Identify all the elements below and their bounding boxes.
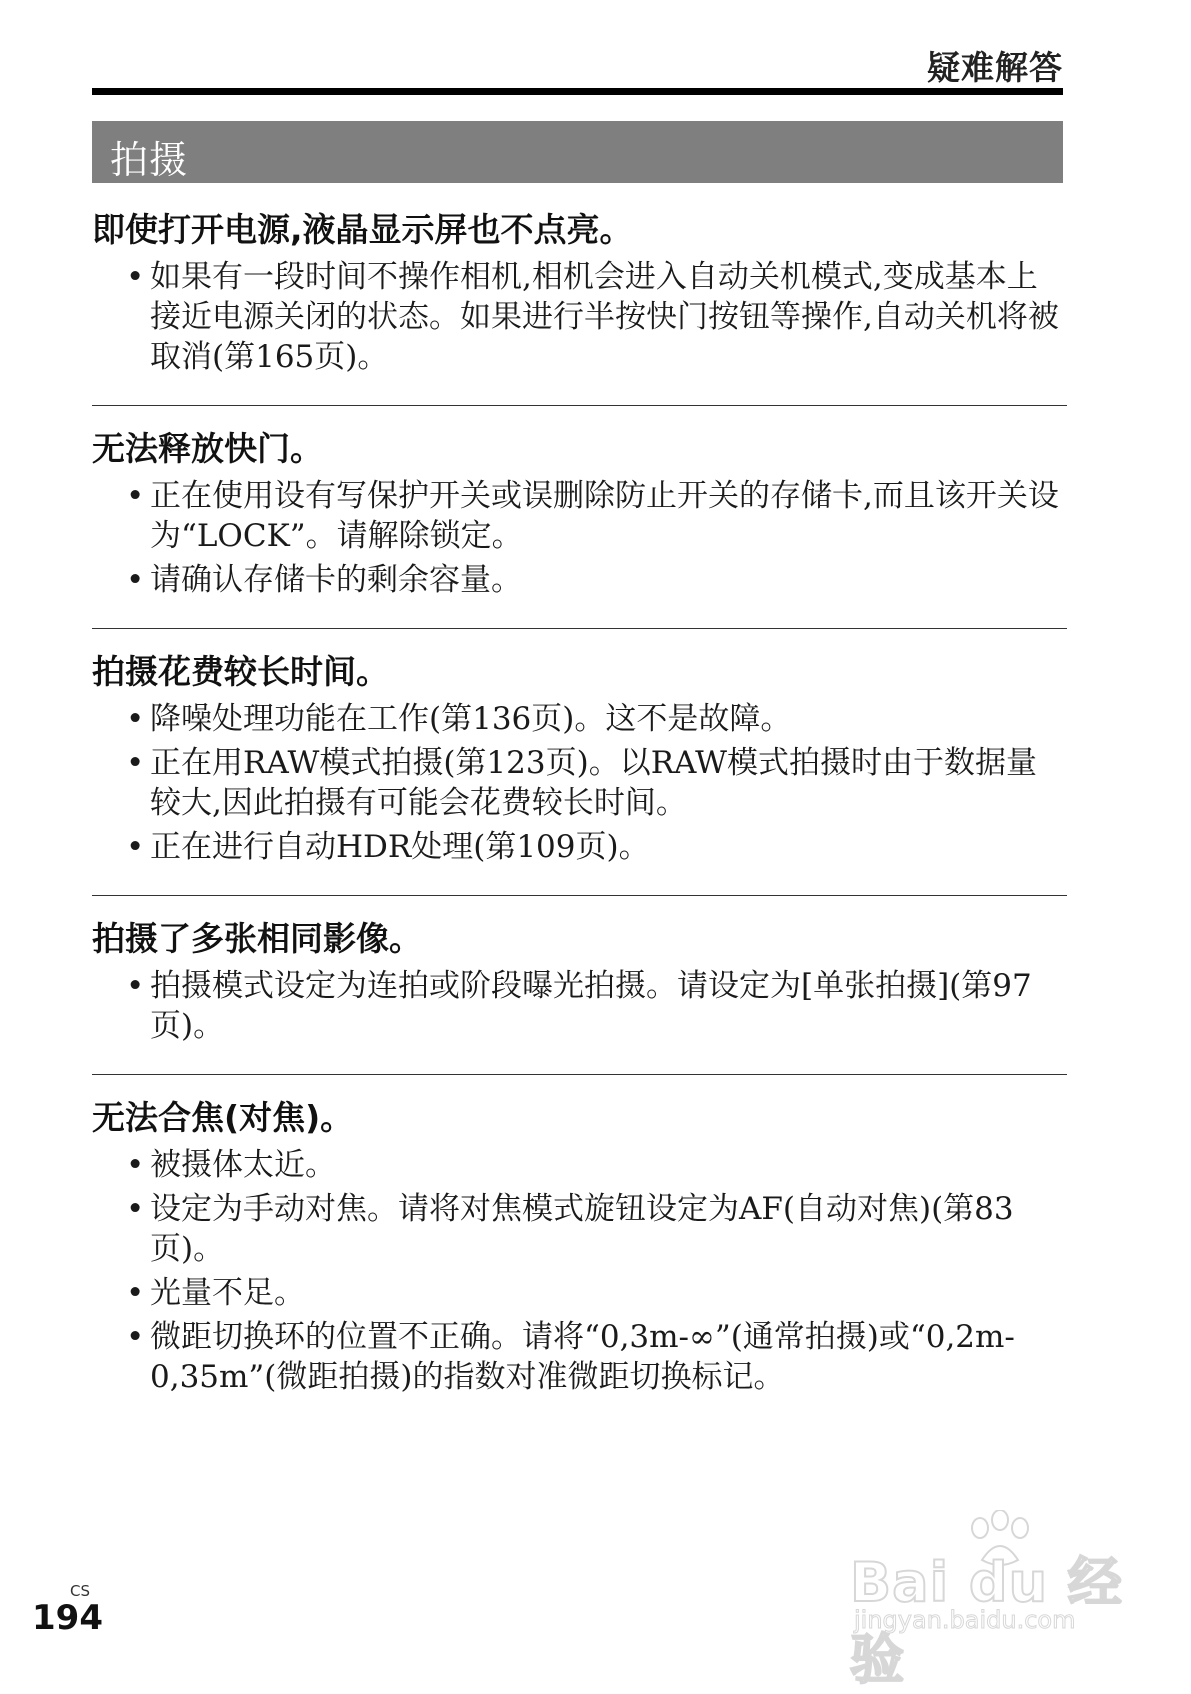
bullet: •: [126, 1191, 145, 1227]
header-rule: [92, 88, 1063, 95]
topic-items: [92, 966, 1067, 1046]
watermark-text: Bai du 经验: [850, 1551, 1123, 1691]
list-item-text: 拍摄模式设定为连拍或阶段曝光拍摄。请设定为[单张拍摄](第97页)。: [150, 968, 1032, 1044]
page-number: 194: [32, 1598, 103, 1638]
bullet: •: [126, 829, 145, 865]
topic-items: [92, 476, 1067, 600]
content: [92, 205, 1067, 1425]
bullet: •: [126, 1319, 145, 1355]
bullet: •: [126, 745, 145, 781]
topic-duplicate: [92, 895, 1067, 1074]
topic-slow: [92, 628, 1067, 895]
list-item: [92, 966, 1067, 1046]
bullet: •: [126, 259, 145, 295]
list-item-text: 正在进行自动HDR处理(第109页)。: [150, 829, 650, 865]
list-item: [92, 743, 1067, 823]
list-item: [92, 560, 1067, 600]
topic-items: [92, 699, 1067, 867]
bullet: •: [126, 478, 145, 514]
bullet: •: [126, 1147, 145, 1183]
list-item-text: 降噪处理功能在工作(第136页)。这不是故障。: [150, 701, 792, 737]
topic-title: 拍摄花费较长时间。: [92, 652, 389, 691]
baidu-watermark: [850, 1510, 1150, 1691]
topic-shutter: [92, 405, 1067, 628]
footer-language-code: CS: [70, 1582, 90, 1600]
topic-items: [92, 1145, 1067, 1397]
topic-items: [92, 257, 1067, 377]
topic-lcd: [92, 205, 1067, 405]
list-item: [92, 699, 1067, 739]
list-item: [92, 1317, 1067, 1397]
list-item-text: 微距切换环的位置不正确。请将“0,3m-∞”(通常拍摄)或“0,2m-0,35m”(微距拍摄)的指数对准微距切换标记。: [150, 1319, 1015, 1395]
topic-title: 无法合焦(对焦)。: [92, 1098, 354, 1137]
bullet: •: [126, 562, 145, 598]
list-item: [92, 476, 1067, 556]
header-title: 疑难解答: [927, 48, 1063, 87]
list-item-text: 请确认存储卡的剩余容量。: [150, 562, 522, 598]
list-item: [92, 827, 1067, 867]
section-title: 拍摄: [110, 138, 189, 182]
topic-focus: [92, 1074, 1067, 1425]
topic-title: 拍摄了多张相同影像。: [92, 919, 422, 958]
watermark-url: jingyan.baidu.com: [854, 1606, 1076, 1634]
list-item-text: 光量不足。: [150, 1275, 305, 1311]
section-bar: [92, 121, 1063, 183]
list-item-text: 如果有一段时间不操作相机,相机会进入自动关机模式,变成基本上接近电源关闭的状态。如果进行半按快门按钮等操作,自动关机将被取消(第165页)。: [150, 259, 1059, 375]
list-item: [92, 1189, 1067, 1269]
topic-title: 无法释放快门。: [92, 429, 323, 468]
list-item-text: 正在用RAW模式拍摄(第123页)。以RAW模式拍摄时由于数据量较大,因此拍摄有可能会花费较长时间。: [150, 745, 1038, 821]
list-item: [92, 1273, 1067, 1313]
list-item-text: 正在使用设有写保护开关或误删除防止开关的存储卡,而且该开关设为“LOCK”。请解除锁定。: [150, 478, 1059, 554]
list-item: [92, 1145, 1067, 1185]
bullet: •: [126, 968, 145, 1004]
list-item: [92, 257, 1067, 377]
list-item-text: 设定为手动对焦。请将对焦模式旋钮设定为AF(自动对焦)(第83页)。: [150, 1191, 1014, 1267]
bullet: •: [126, 1275, 145, 1311]
topic-title: 即使打开电源,液晶显示屏也不点亮。: [92, 210, 633, 249]
list-item-text: 被摄体太近。: [150, 1147, 336, 1183]
bullet: •: [126, 701, 145, 737]
